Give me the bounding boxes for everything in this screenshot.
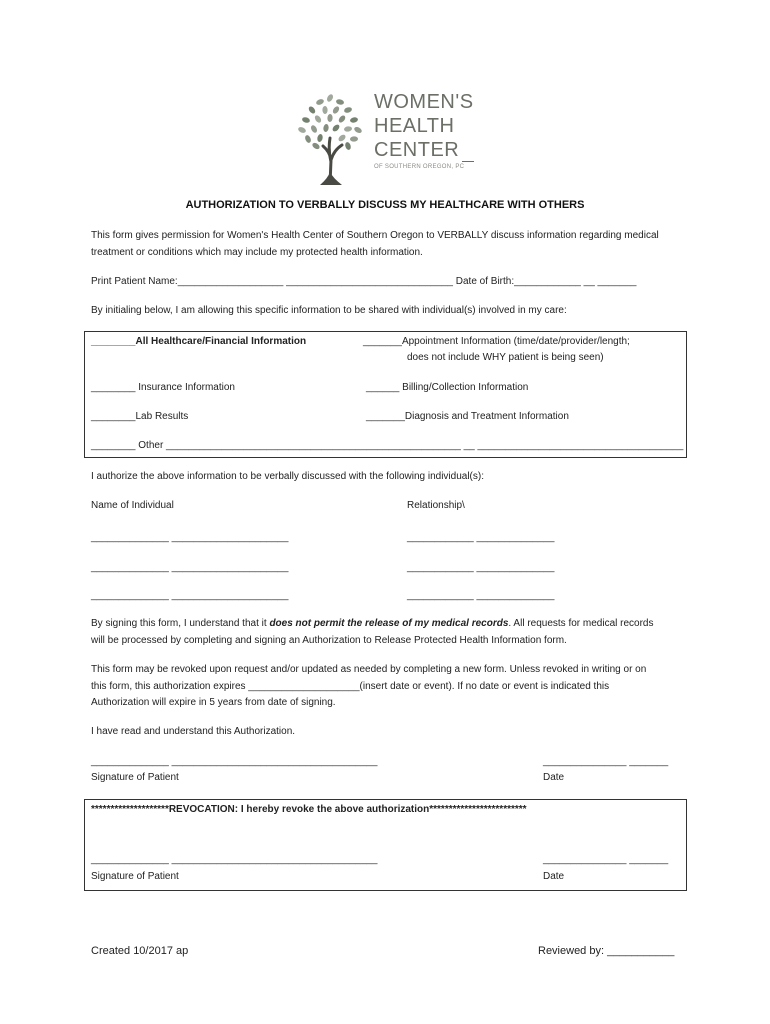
date-line[interactable]: _______________ _______ <box>543 756 669 767</box>
revocation-date-line[interactable]: _______________ _______ <box>543 854 669 865</box>
options-box <box>84 331 687 458</box>
option-appt-blank[interactable]: _______ <box>363 336 402 347</box>
understand-text: I have read and understand this Authorization. <box>91 726 296 737</box>
option-appointment[interactable] <box>363 336 630 347</box>
records-emphasis: does not permit the release of my medical records <box>269 618 509 629</box>
logo-line-1: WOMEN'S <box>374 91 474 113</box>
option-billing[interactable]: ______ Billing/Collection Information <box>366 382 529 393</box>
records-pre: By signing this form, I understand that it <box>91 618 270 629</box>
relationship-line-1[interactable]: ____________ ______________ <box>407 532 555 543</box>
option-appt-label: Appointment Information (time/date/provider/length; <box>401 336 630 347</box>
name-of-individual-header: Name of Individual <box>91 500 174 511</box>
reviewed-by: Reviewed by: ___________ <box>538 945 675 957</box>
option-lab-results[interactable]: ________Lab Results <box>91 411 189 422</box>
revocation-date-label: Date <box>543 871 565 882</box>
revocation-signature-label: Signature of Patient <box>91 871 179 882</box>
authorize-text: I authorize the above information to be verbally discussed with the following individual(s): <box>91 471 484 482</box>
option-other[interactable]: ________ Other _____________________________________________________ __ _____________________________________ <box>91 440 684 451</box>
option-insurance[interactable]: ________ Insurance Information <box>91 382 235 393</box>
option-all-blank[interactable]: ________ <box>91 336 136 347</box>
initial-prompt: By initialing below, I am allowing this specific information to be shared with individual(s) involved in my care: <box>91 305 567 316</box>
logo-line-3: CENTER <box>374 139 460 161</box>
option-all-label: All Healthcare/Financial Information <box>135 336 307 347</box>
relationship-line-2[interactable]: ____________ ______________ <box>407 562 555 573</box>
option-appt-note: does not include WHY patient is being seen) <box>407 352 604 363</box>
individual-name-line-3[interactable]: ______________ _____________________ <box>91 590 289 601</box>
date-label: Date <box>543 772 565 783</box>
revocation-title: ********************REVOCATION: I hereby revoke the above authorization************************* <box>91 804 527 815</box>
revocation-signature-line[interactable]: ______________ _____________________________________ <box>91 854 378 865</box>
signature-line[interactable]: ______________ _____________________________________ <box>91 756 378 767</box>
relationship-line-3[interactable]: ____________ ______________ <box>407 590 555 601</box>
logo-underline <box>462 161 474 162</box>
logo-subtitle: OF SOUTHERN OREGON, PC <box>374 164 465 170</box>
revoke-line-1: This form may be revoked upon request and/or updated as needed by completing a new form. Unless revoked in writing or on <box>91 664 647 675</box>
individual-name-line-2[interactable]: ______________ _____________________ <box>91 562 289 573</box>
option-diagnosis[interactable]: _______Diagnosis and Treatment Information <box>366 411 569 422</box>
records-line-2: will be processed by completing and signing an Authorization to Release Protected Health Information form. <box>91 635 567 646</box>
option-all-healthcare[interactable] <box>91 336 306 347</box>
relationship-header: Relationship\ <box>407 500 465 511</box>
tree-logo-icon <box>290 90 370 185</box>
intro-line-1: This form gives permission for Women's Health Center of Southern Oregon to VERBALLY discuss information regarding medical <box>91 230 659 241</box>
form-title: AUTHORIZATION TO VERBALLY DISCUSS MY HEALTHCARE WITH OTHERS <box>185 199 585 211</box>
intro-line-2: treatment or conditions which may include my protected health information. <box>91 247 423 258</box>
created-note: Created 10/2017 ap <box>91 945 189 957</box>
records-post: . All requests for medical records <box>508 618 654 629</box>
individual-name-line-1[interactable]: ______________ _____________________ <box>91 532 289 543</box>
records-line-1 <box>91 618 653 629</box>
logo-line-2: HEALTH <box>374 115 455 137</box>
revoke-line-2[interactable]: this form, this authorization expires ____________________(insert date or event). If no date or event is indicated this <box>91 681 610 692</box>
clinic-logo <box>290 90 490 185</box>
revoke-line-3: Authorization will expire in 5 years from date of signing. <box>91 697 336 708</box>
signature-label: Signature of Patient <box>91 772 179 783</box>
patient-name-field[interactable]: Print Patient Name:___________________ ______________________________ Date of Birth:____________ __ _______ <box>91 276 637 287</box>
